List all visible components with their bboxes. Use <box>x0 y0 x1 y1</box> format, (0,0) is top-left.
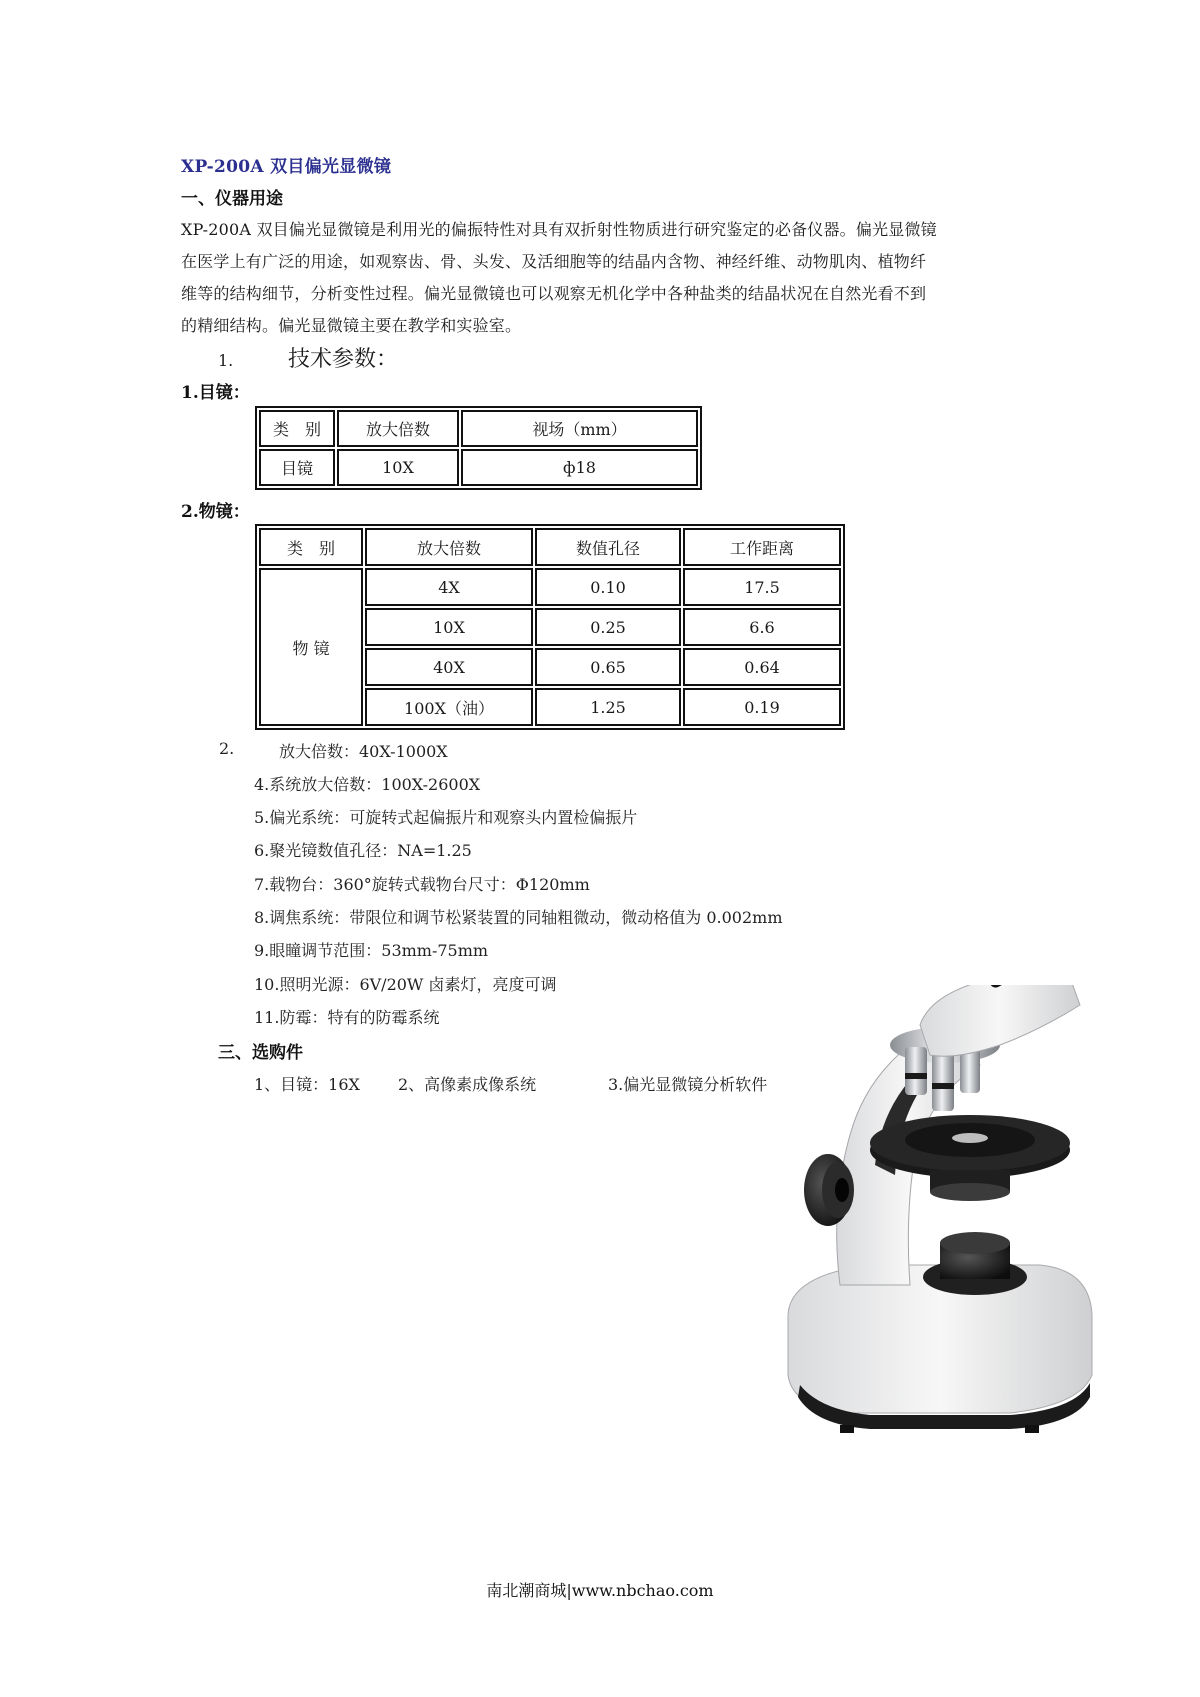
spec-item: 6.聚光镜数值孔径：NA=1.25 <box>254 841 472 860</box>
spec-item: 11.防霉：特有的防霉系统 <box>254 1008 440 1027</box>
eyepiece-table <box>255 406 702 490</box>
table-header-cell: 类 别 <box>259 528 363 566</box>
table-cell: 100X（油） <box>365 688 533 726</box>
spec-item: 7.载物台：360°旋转式载物台尺寸：Φ120mm <box>254 875 590 894</box>
document-title: XP-200A 双目偏光显微镜 <box>181 157 392 177</box>
spec-item: 放大倍数：40X-1000X <box>279 742 448 761</box>
tech-section-number: 1. <box>218 351 234 370</box>
paragraph-line: 维等的结构细节，分析变性过程。偏光显微镜也可以观察无机化学中各种盐类的结晶状况在自然光看不到 <box>181 284 927 303</box>
table-header-cell: 类 别 <box>259 410 335 447</box>
table-category-cell: 物 镜 <box>259 568 363 726</box>
table-row <box>259 568 841 606</box>
table-cell: 40X <box>365 648 533 686</box>
objective-heading: 2.物镜： <box>181 502 250 522</box>
table-cell: 目镜 <box>259 449 335 486</box>
table-row <box>259 449 698 486</box>
spec-item: 4.系统放大倍数：100X-2600X <box>254 775 481 794</box>
table-cell: 0.65 <box>535 648 681 686</box>
usage-paragraph <box>181 214 1031 342</box>
table-cell: 10X <box>337 449 459 486</box>
table-cell: ф18 <box>461 449 698 486</box>
table-cell: 17.5 <box>683 568 841 606</box>
polarizing-microscope-icon <box>780 985 1120 1520</box>
table-cell: 0.19 <box>683 688 841 726</box>
spec-item: 9.眼瞳调节范围：53mm-75mm <box>254 941 489 960</box>
spec-item: 8.调焦系统：带限位和调节松紧装置的同轴粗微动，微动格值为 0.002mm <box>254 908 783 927</box>
paragraph-line: XP-200A 双目偏光显微镜是利用光的偏振特性对具有双折射性物质进行研究鉴定的必备仪器。偏光显微镜 <box>181 220 937 239</box>
spec-item-number: 2. <box>219 739 235 758</box>
table-header-row <box>259 528 841 566</box>
table-cell: 0.25 <box>535 608 681 646</box>
paragraph-line: 的精细结构。偏光显微镜主要在教学和实验室。 <box>181 316 522 335</box>
table-cell: 6.6 <box>683 608 841 646</box>
spec-item: 5.偏光系统：可旋转式起偏振片和观察头内置检偏振片 <box>254 808 638 827</box>
table-cell: 0.64 <box>683 648 841 686</box>
paragraph-line: 在医学上有广泛的用途，如观察齿、骨、头发、及活细胞等的结晶内含物、神经纤维、动物肌肉、植物纤 <box>181 252 927 271</box>
table-header-cell: 放大倍数 <box>337 410 459 447</box>
table-cell: 1.25 <box>535 688 681 726</box>
options-heading: 三、选购件 <box>218 1043 303 1063</box>
table-cell: 4X <box>365 568 533 606</box>
table-header-cell: 工作距离 <box>683 528 841 566</box>
spec-item: 10.照明光源：6V/20W 卤素灯，亮度可调 <box>254 975 557 994</box>
table-header-cell: 数值孔径 <box>535 528 681 566</box>
footer-site: 南北潮商城|www.nbchao.com <box>486 1581 714 1600</box>
section-heading-usage: 一、仪器用途 <box>181 189 283 209</box>
table-cell: 10X <box>365 608 533 646</box>
table-header-cell: 视场（mm） <box>461 410 698 447</box>
tech-section-heading: 技术参数： <box>288 347 399 372</box>
table-header-cell: 放大倍数 <box>365 528 533 566</box>
table-header-row <box>259 410 698 447</box>
eyepiece-heading: 1.目镜： <box>181 383 250 403</box>
objective-table <box>255 524 845 730</box>
table-cell: 0.10 <box>535 568 681 606</box>
option-item: 3.偏光显微镜分析软件 <box>608 1075 768 1094</box>
option-item: 2、高像素成像系统 <box>398 1075 537 1094</box>
option-item: 1、目镜：16X <box>254 1075 360 1094</box>
